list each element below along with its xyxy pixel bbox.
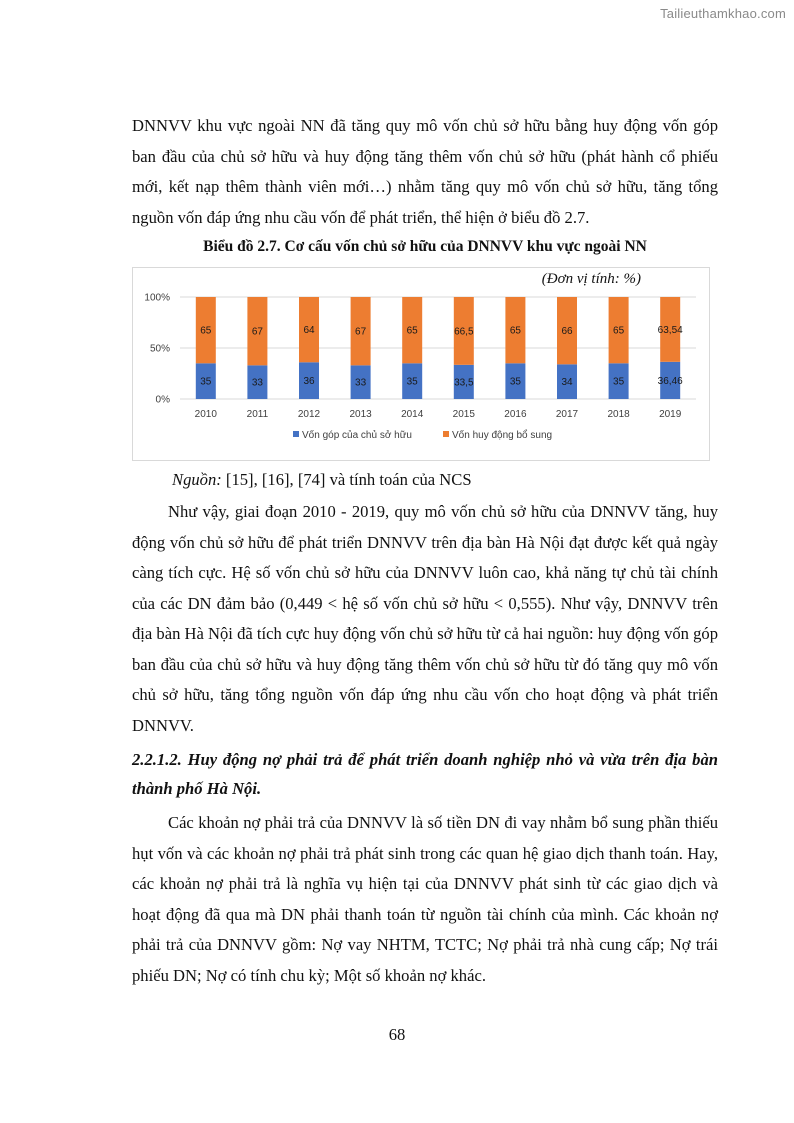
paragraph-2: Như vậy, giai đoạn 2010 - 2019, quy mô vốn chủ sở hữu của DNNVV tăng, huy động vốn chủ sở hữu để phát triển DNNVV trên địa bàn Hà Nội đạt được kết quả ngày càng tích cực. Hệ số vốn chủ sở hữu của DNNVV luôn cao, khả năng tự chủ tài chính của các DN đảm bảo (0,449 < hệ số vốn chủ sở hữu < 0,555). Như vậy, DNNVV trên địa bàn Hà Nội đã tích cực huy động vốn chủ sở hữu từ cả hai nguồn: huy động vốn góp ban đầu của chủ sở hữu và huy động tăng thêm vốn chủ sở hữu từ đó tăng quy mô vốn chủ sở hữu, tăng tổng nguồn vốn đáp ứng nhu cầu vốn cho hoạt động và phát triển DNNVV. xyxy=(132,502,719,735)
source-text: [15], [16], [74] và tính toán của NCS xyxy=(221,470,472,489)
x-tick-label: 2013 xyxy=(349,409,372,420)
bar-data-label: 35 xyxy=(406,376,418,388)
legend-swatch xyxy=(443,431,449,437)
x-tick-label: 2019 xyxy=(659,409,682,420)
bar-data-label: 63,54 xyxy=(657,324,683,336)
page-number: 68 xyxy=(388,1025,406,1044)
x-tick-label: 2010 xyxy=(194,409,217,420)
chart-container xyxy=(132,267,710,461)
x-tick-label: 2011 xyxy=(246,409,269,420)
bar-data-label: 65 xyxy=(509,325,521,337)
bar-data-label: 36 xyxy=(303,376,315,388)
bar-data-label: 65 xyxy=(613,325,625,337)
y-tick-label: 50% xyxy=(149,343,170,355)
bar-data-label: 33 xyxy=(355,377,367,389)
source-label: Nguồn: xyxy=(172,470,222,489)
bar-data-label: 67 xyxy=(355,326,367,338)
x-tick-label: 2014 xyxy=(401,409,424,420)
legend-label: Vốn góp của chủ sở hữu xyxy=(302,430,412,441)
legend-swatch xyxy=(293,431,299,437)
bar-data-label: 65 xyxy=(406,325,418,337)
bar-data-label: 36,46 xyxy=(657,375,683,387)
bar-data-label: 33 xyxy=(251,377,263,389)
bar-data-label: 35 xyxy=(509,376,521,388)
y-tick-label: 0% xyxy=(155,394,170,406)
bar-data-label: 34 xyxy=(561,377,573,389)
intro-paragraph: DNNVV khu vực ngoài NN đã tăng quy mô vốn chủ sở hữu bằng huy động vốn góp ban đầu của chủ sở hữu và huy động tăng thêm vốn chủ sở hữu (phát hành cổ phiếu mới, kết nạp thêm thành viên mới…) nhằm tăng quy mô vốn chủ sở hữu, tăng tổng nguồn vốn đáp ứng nhu cầu vốn để phát triển, thể hiện ở biểu đồ 2.7. xyxy=(132,116,718,227)
section-heading: 2.2.1.2. Huy động nợ phải trả để phát triển doanh nghiệp nhỏ và vừa trên địa bàn thành phố Hà Nội. xyxy=(132,750,718,798)
bar-data-label: 33,5 xyxy=(454,377,474,389)
bar-data-label: 35 xyxy=(613,376,625,388)
bar-data-label: 66 xyxy=(561,326,573,338)
chart-caption: Biểu đồ 2.7. Cơ cấu vốn chủ sở hữu của DNNVV khu vực ngoài NN xyxy=(203,238,647,255)
legend-label: Vốn huy động bổ sung xyxy=(452,430,553,441)
unit-note: (Đơn vị tính: %) xyxy=(541,271,641,287)
watermark: Tailieuthamkhao.com xyxy=(660,6,786,21)
paragraph-3: Các khoản nợ phải trả của DNNVV là số tiền DN đi vay nhằm bổ sung phần thiếu hụt vốn và các khoản nợ phải trả phát sinh trong các quan hệ giao dịch thanh toán. Hay, các khoản nợ phải trả là nghĩa vụ hiện tại của DNNVV phát sinh từ các giao dịch và hoạt động đã qua mà DN phải thanh toán từ nguồn tài chính của mình. Các khoản nợ phải trả của DNNVV gồm: Nợ vay NHTM, TCTC; Nợ phải trả nhà cung cấp; Nợ trái phiếu DN; Nợ có tính chu kỳ; Một số khoản nợ khác. xyxy=(132,813,718,985)
y-tick-label: 100% xyxy=(144,292,170,304)
x-tick-label: 2018 xyxy=(607,409,630,420)
x-tick-label: 2012 xyxy=(297,409,321,420)
x-tick-label: 2016 xyxy=(504,409,527,420)
stacked-bar-chart xyxy=(133,268,709,460)
x-tick-label: 2015 xyxy=(452,409,475,420)
bar-data-label: 65 xyxy=(200,325,212,337)
bar-data-label: 64 xyxy=(303,325,315,337)
bar-data-label: 66,5 xyxy=(454,326,474,338)
x-tick-label: 2017 xyxy=(555,409,579,420)
bar-data-label: 67 xyxy=(251,326,263,338)
bar-data-label: 35 xyxy=(200,376,212,388)
source-line xyxy=(172,470,472,490)
